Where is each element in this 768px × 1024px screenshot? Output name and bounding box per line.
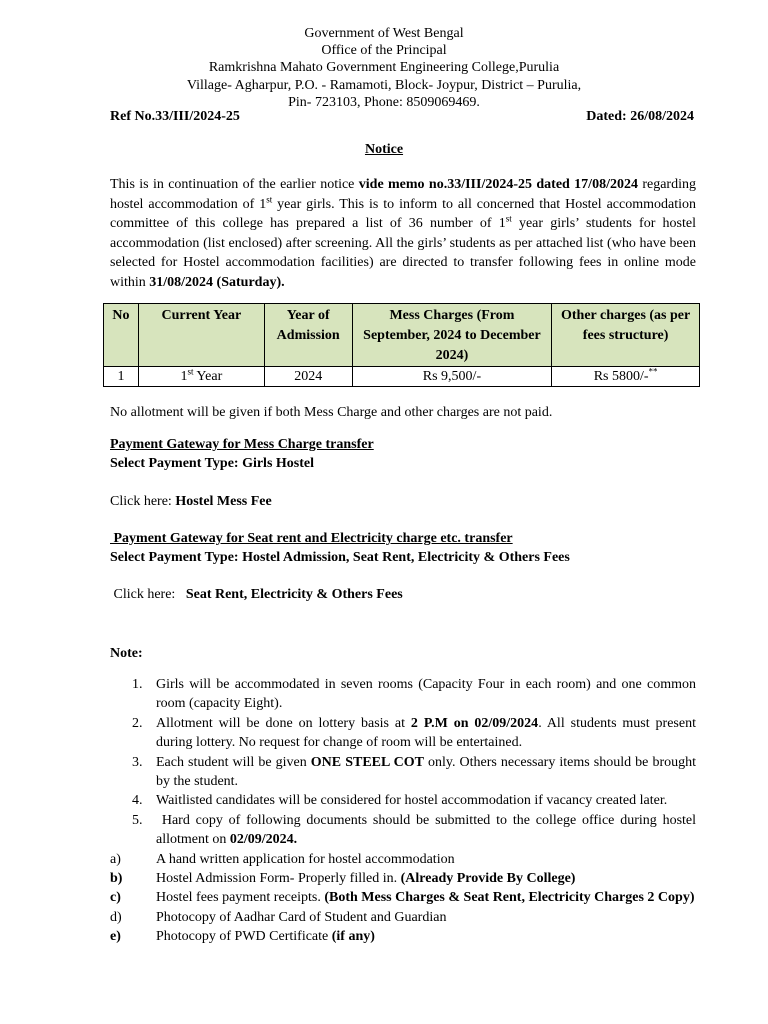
notice-date: Dated: 26/08/2024	[586, 109, 694, 124]
item-bold-text: (Both Mess Charges & Seat Rent, Electricity Charges 2 Copy)	[324, 890, 695, 906]
footnote-marker: **	[648, 365, 658, 376]
item-letter: e)	[110, 929, 121, 945]
list-item	[110, 791, 696, 810]
item-number: 2.	[132, 715, 143, 731]
item-text: Photocopy of Aadhar Card of Student and Guardian	[156, 909, 447, 925]
header-mess-charges: Mess Charges (From September, 2024 to December 2024)	[352, 304, 552, 367]
header-current-year: Current Year	[138, 304, 264, 367]
cell-current-year	[138, 367, 264, 387]
list-item	[110, 753, 696, 792]
steel-cot-text: ONE STEEL COT	[310, 754, 424, 770]
header-year-of-admission: Year of Admission	[264, 304, 352, 367]
header-office: Office of the Principal	[321, 43, 447, 59]
item-text: Photocopy of PWD Certificate	[156, 929, 332, 945]
item-text: Hostel fees payment receipts.	[156, 890, 325, 906]
item-number: 5.	[132, 812, 143, 828]
table-header-row	[104, 304, 700, 367]
cell-admission-year: 2024	[264, 367, 352, 387]
item-text: . All students must present during lottery. No request for change of room will be entertained.	[156, 715, 696, 751]
list-item	[110, 714, 696, 753]
item-text: Hostel Admission Form- Properly filled in.	[156, 871, 401, 887]
paragraph-text: year girls. This is to inform to all concerned that Hostel accommodation committee of this college has prepared a list of 36 number of 1	[110, 196, 696, 232]
year-label: Year	[193, 368, 223, 384]
allotment-date: 02/09/2024.	[229, 832, 298, 848]
ordinal-suffix: st	[187, 365, 194, 376]
no-allotment-text: No allotment will be given if both Mess Charge and other charges are not paid.	[110, 405, 553, 420]
click-here-label: Click here:	[110, 494, 176, 509]
header-other-charges: Other charges (as per fees structure)	[552, 304, 700, 367]
header-no: No	[104, 304, 139, 367]
other-charge-amount: Rs 5800/-	[593, 368, 649, 384]
deadline-date: 31/08/2024 (Saturday).	[149, 274, 285, 290]
item-letter: b)	[110, 871, 123, 887]
item-number: 1.	[132, 677, 143, 692]
item-text: Hard copy of following documents should be submitted to the college office during hostel allotment on	[156, 812, 700, 848]
gateway-mess-title: Payment Gateway for Mess Charge transfer	[110, 437, 374, 452]
list-item	[110, 869, 696, 888]
item-letter: c)	[110, 890, 121, 906]
item-text: Allotment will be done on lottery basis at	[156, 715, 411, 731]
list-item	[110, 927, 696, 946]
paragraph-text: year girls’ students for hostel accommodation (list enclosed) after screening. All the girls’ students as per attached list (who have been selected for Hostel accommodation facilities) are directed to transfer following fees in online mode within	[110, 216, 696, 290]
gateway-mess-click	[110, 494, 272, 510]
cell-other-charges	[552, 367, 700, 387]
cell-mess-charges: Rs 9,500/-	[352, 367, 552, 387]
hostel-mess-fee-link[interactable]: Hostel Mess Fee	[175, 494, 272, 509]
reference-number: Ref No.33/III/2024-25	[110, 109, 240, 124]
header-pin-phone: Pin- 723103, Phone: 8509069469.	[288, 94, 480, 110]
note-heading: Note:	[110, 646, 143, 661]
list-item	[110, 888, 696, 907]
gateway-seat-title: Payment Gateway for Seat rent and Electricity charge etc. transfer	[110, 531, 513, 546]
ordinal-suffix: st	[266, 193, 273, 204]
fees-table	[103, 303, 700, 387]
header-address: Village- Agharpur, P.O. - Ramamoti, Block- Joypur, District – Purulia,	[186, 77, 582, 93]
year-number: 1	[180, 368, 188, 384]
gateway-mess-payment-type: Select Payment Type: Girls Hostel	[110, 456, 314, 471]
list-item	[110, 811, 700, 850]
letterhead	[0, 25, 768, 111]
notice-title: Notice	[364, 142, 404, 157]
list-item	[110, 908, 696, 927]
item-number: 4.	[132, 793, 143, 809]
list-item	[110, 675, 696, 714]
notes-list	[110, 675, 700, 947]
memo-reference: vide memo no.33/III/2024-25 dated 17/08/2024	[358, 177, 638, 192]
item-text: Girls will be accommodated in seven rooms (Capacity Four in each room) and one common room (capacity Eight).	[156, 677, 696, 712]
seat-rent-fees-link[interactable]: Seat Rent, Electricity & Others Fees	[185, 587, 403, 602]
item-number: 3.	[132, 754, 143, 770]
gateway-seat-click	[110, 587, 403, 603]
paragraph-text: regarding hostel accommodation of 1	[110, 177, 696, 212]
gateway-seat-payment-type: Select Payment Type: Hostel Admission, Seat Rent, Electricity & Others Fees	[110, 550, 570, 565]
item-text: A hand written application for hostel accommodation	[156, 851, 455, 867]
cell-no: 1	[104, 367, 139, 387]
header-college: Ramkrishna Mahato Government Engineering College,Purulia	[208, 60, 560, 76]
click-here-label: Click here:	[110, 587, 186, 602]
item-text: only. Others necessary items should be brought by the student.	[156, 754, 696, 790]
ordinal-suffix: st	[505, 213, 512, 224]
item-text: Each student will be given	[156, 754, 311, 770]
notice-paragraph	[110, 175, 696, 293]
item-text: Waitlisted candidates will be considered for hostel accommodation if vacancy created later.	[156, 793, 668, 809]
list-item	[110, 850, 696, 869]
header-government: Government of West Bengal	[304, 26, 464, 41]
item-letter: d)	[110, 909, 122, 925]
table-row	[104, 367, 700, 387]
item-letter: a)	[110, 851, 121, 867]
item-bold-text: (Already Provide By College)	[400, 871, 576, 887]
item-bold-text: (if any)	[331, 929, 375, 945]
lottery-time: 2 P.M on 02/09/2024	[410, 715, 539, 731]
paragraph-text: This is in continuation of the earlier notice	[110, 177, 359, 192]
